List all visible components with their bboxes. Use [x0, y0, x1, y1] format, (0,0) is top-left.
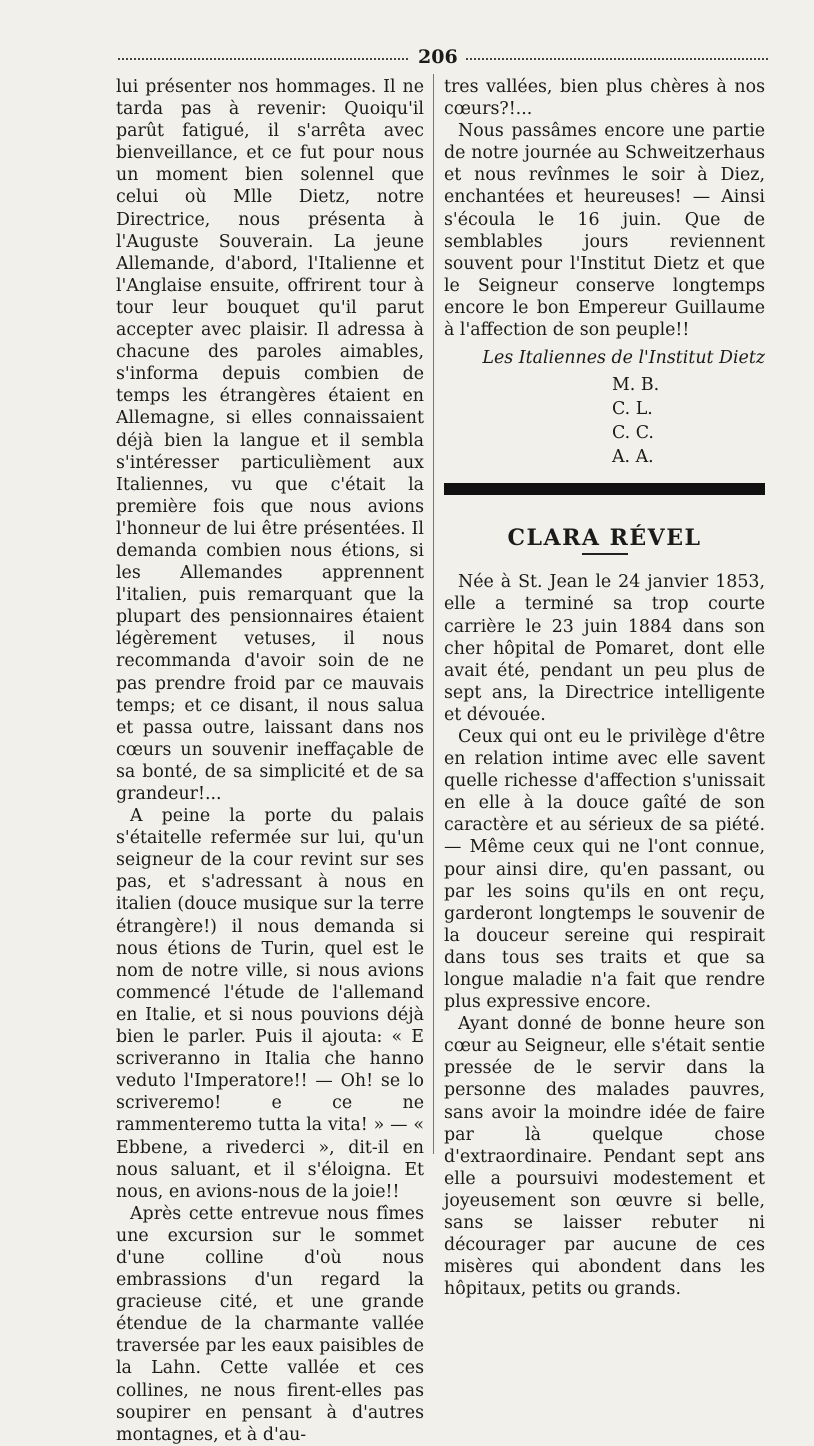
title-underline — [582, 553, 628, 555]
initials-item: A. A. — [612, 447, 654, 468]
initials-item: C. L. — [612, 399, 653, 420]
right-paragraph-1: tres vallées, bien plus chères à nos cœurs?!... — [444, 77, 765, 120]
page-number: 206 — [410, 46, 466, 68]
left-column — [116, 76, 424, 1446]
section-separator — [444, 483, 765, 495]
article-title: CLARA RÉVEL — [507, 525, 702, 552]
column-divider — [433, 74, 434, 1154]
left-paragraph-1: lui présenter nos hommages. Il ne tarda pas à revenir: Quoiqu'il parût fatigué, il s'arrêta avec bienveillance, et ce fut pour nous un moment bien solennel que celui où Mlle Dietz, notre Directrice, nous présenta à l'Auguste Souverain. La jeune Allemande, d'abord, l'Italienne et l'Anglaise ensuite, offrirent tour à tour leur bouquet qu'il parut accepter avec plaisir. Il adressa à chacune des paroles aimables, s'informa depuis combien de temps les étrangères étaient en Allemagne, si elles connaissaient déjà bien la langue et il sembla s'intéresser particulièment aux Italiennes, vu que c'était la première fois que nous avions l'honneur de lui être présentées. Il demanda combien nous étions, si les Allemandes apprennent l'italien, puis remarquant que la plupart des pensionnaires étaient légèrement vetuses, il nous recommanda d'avoir soin de ne pas prendre froid par ce mauvais temps; et ce disant, il nous salua et passa outre, laissant dans nos cœurs un souvenir ineffaçable de sa bonté, de sa simplicité et de sa grandeur!... — [116, 77, 424, 804]
initials-item: M. B. — [612, 375, 660, 396]
left-paragraph-2: A peine la porte du palais s'étaitelle refermée sur lui, qu'un seigneur de la cour revint sur ses pas, et s'adressant à nous en italien (douce musique sur la terre étrangère!) il nous demanda si nous étions de Turin, quel est le nom de notre ville, si nous avions commencé l'étude de l'allemand en Italie, et si nous pouvions déjà bien le parler. Puis il ajouta: « E scriveranno in Italia che hanno veduto l'Imperatore!! — Oh! se lo scriveremo! e ce ne rammenteremo tutta la vita! » — « Ebbene, a rivederci », dit-il en nous saluant, et il s'éloigna. Et nous, en avions-nous de la joie!! — [116, 806, 424, 1202]
article-paragraph-3: Ayant donné de bonne heure son cœur au Seigneur, elle s'était sentie pressée de le servir dans la personne des malades pauvres, sans avoir la moindre idée de faire par là quelque chose d'extraordinaire. Pendant sept ans elle a poursuivi modestement et joyeusement son œuvre si belle, sans se laisser rebuter ni décourager par aucune de ces misères qui abondent dans les hôpitaux, petits ou grands. — [444, 1014, 765, 1300]
article-paragraph-2: Ceux qui ont eu le privilège d'être en relation intime avec elle savent quelle richesse d'affection s'unissait en elle à la douce gaîté de son caractère et au sérieux de sa piété. — Même ceux qui ne l'ont connue, pour ainsi dire, qu'en passant, ou par les soins qu'ils en ont reçu, garderont longtemps le souvenir de la douceur sereine qui respirait dans tous ses traits et que sa longue maladie n'a fait que rendre plus expressive encore. — [444, 726, 765, 1013]
left-paragraph-3: Après cette entrevue nous fîmes une excursion sur le sommet d'une colline d'où nous embrassions d'un regard la gracieuse cité, et une grande étendue de la charmante vallée traversée par les eaux paisibles de la Lahn. Cette vallée et ces collines, ne nous firent-elles pas soupirer en pensant à d'autres montagnes, et à d'au- — [116, 1203, 424, 1445]
right-column — [444, 76, 765, 1300]
right-paragraph-2: Nous passâmes encore une partie de notre journée au Schweitzerhaus et nous revînmes le soir à Diez, enchantées et heureuses! — Ainsi s'écoula le 16 juin. Que de semblables jours reviennent souvent pour l'Institut Dietz et que le Seigneur conserve longtemps encore le bon Empereur Guillaume à l'affection de son peuple!! — [444, 121, 765, 341]
initials-item: C. C. — [612, 423, 654, 444]
initials-list — [612, 373, 765, 469]
article-paragraph-1: Née à St. Jean le 24 janvier 1853, elle a terminé sa trop courte carrière le 23 juin 1884 dans son cher hôpital de Pomaret, dont elle avait été, pendant un peu plus de sept ans, la Directrice intelligente et dévouée. — [444, 572, 765, 725]
signature: Les Italiennes de l'Institut Dietz — [482, 348, 765, 369]
